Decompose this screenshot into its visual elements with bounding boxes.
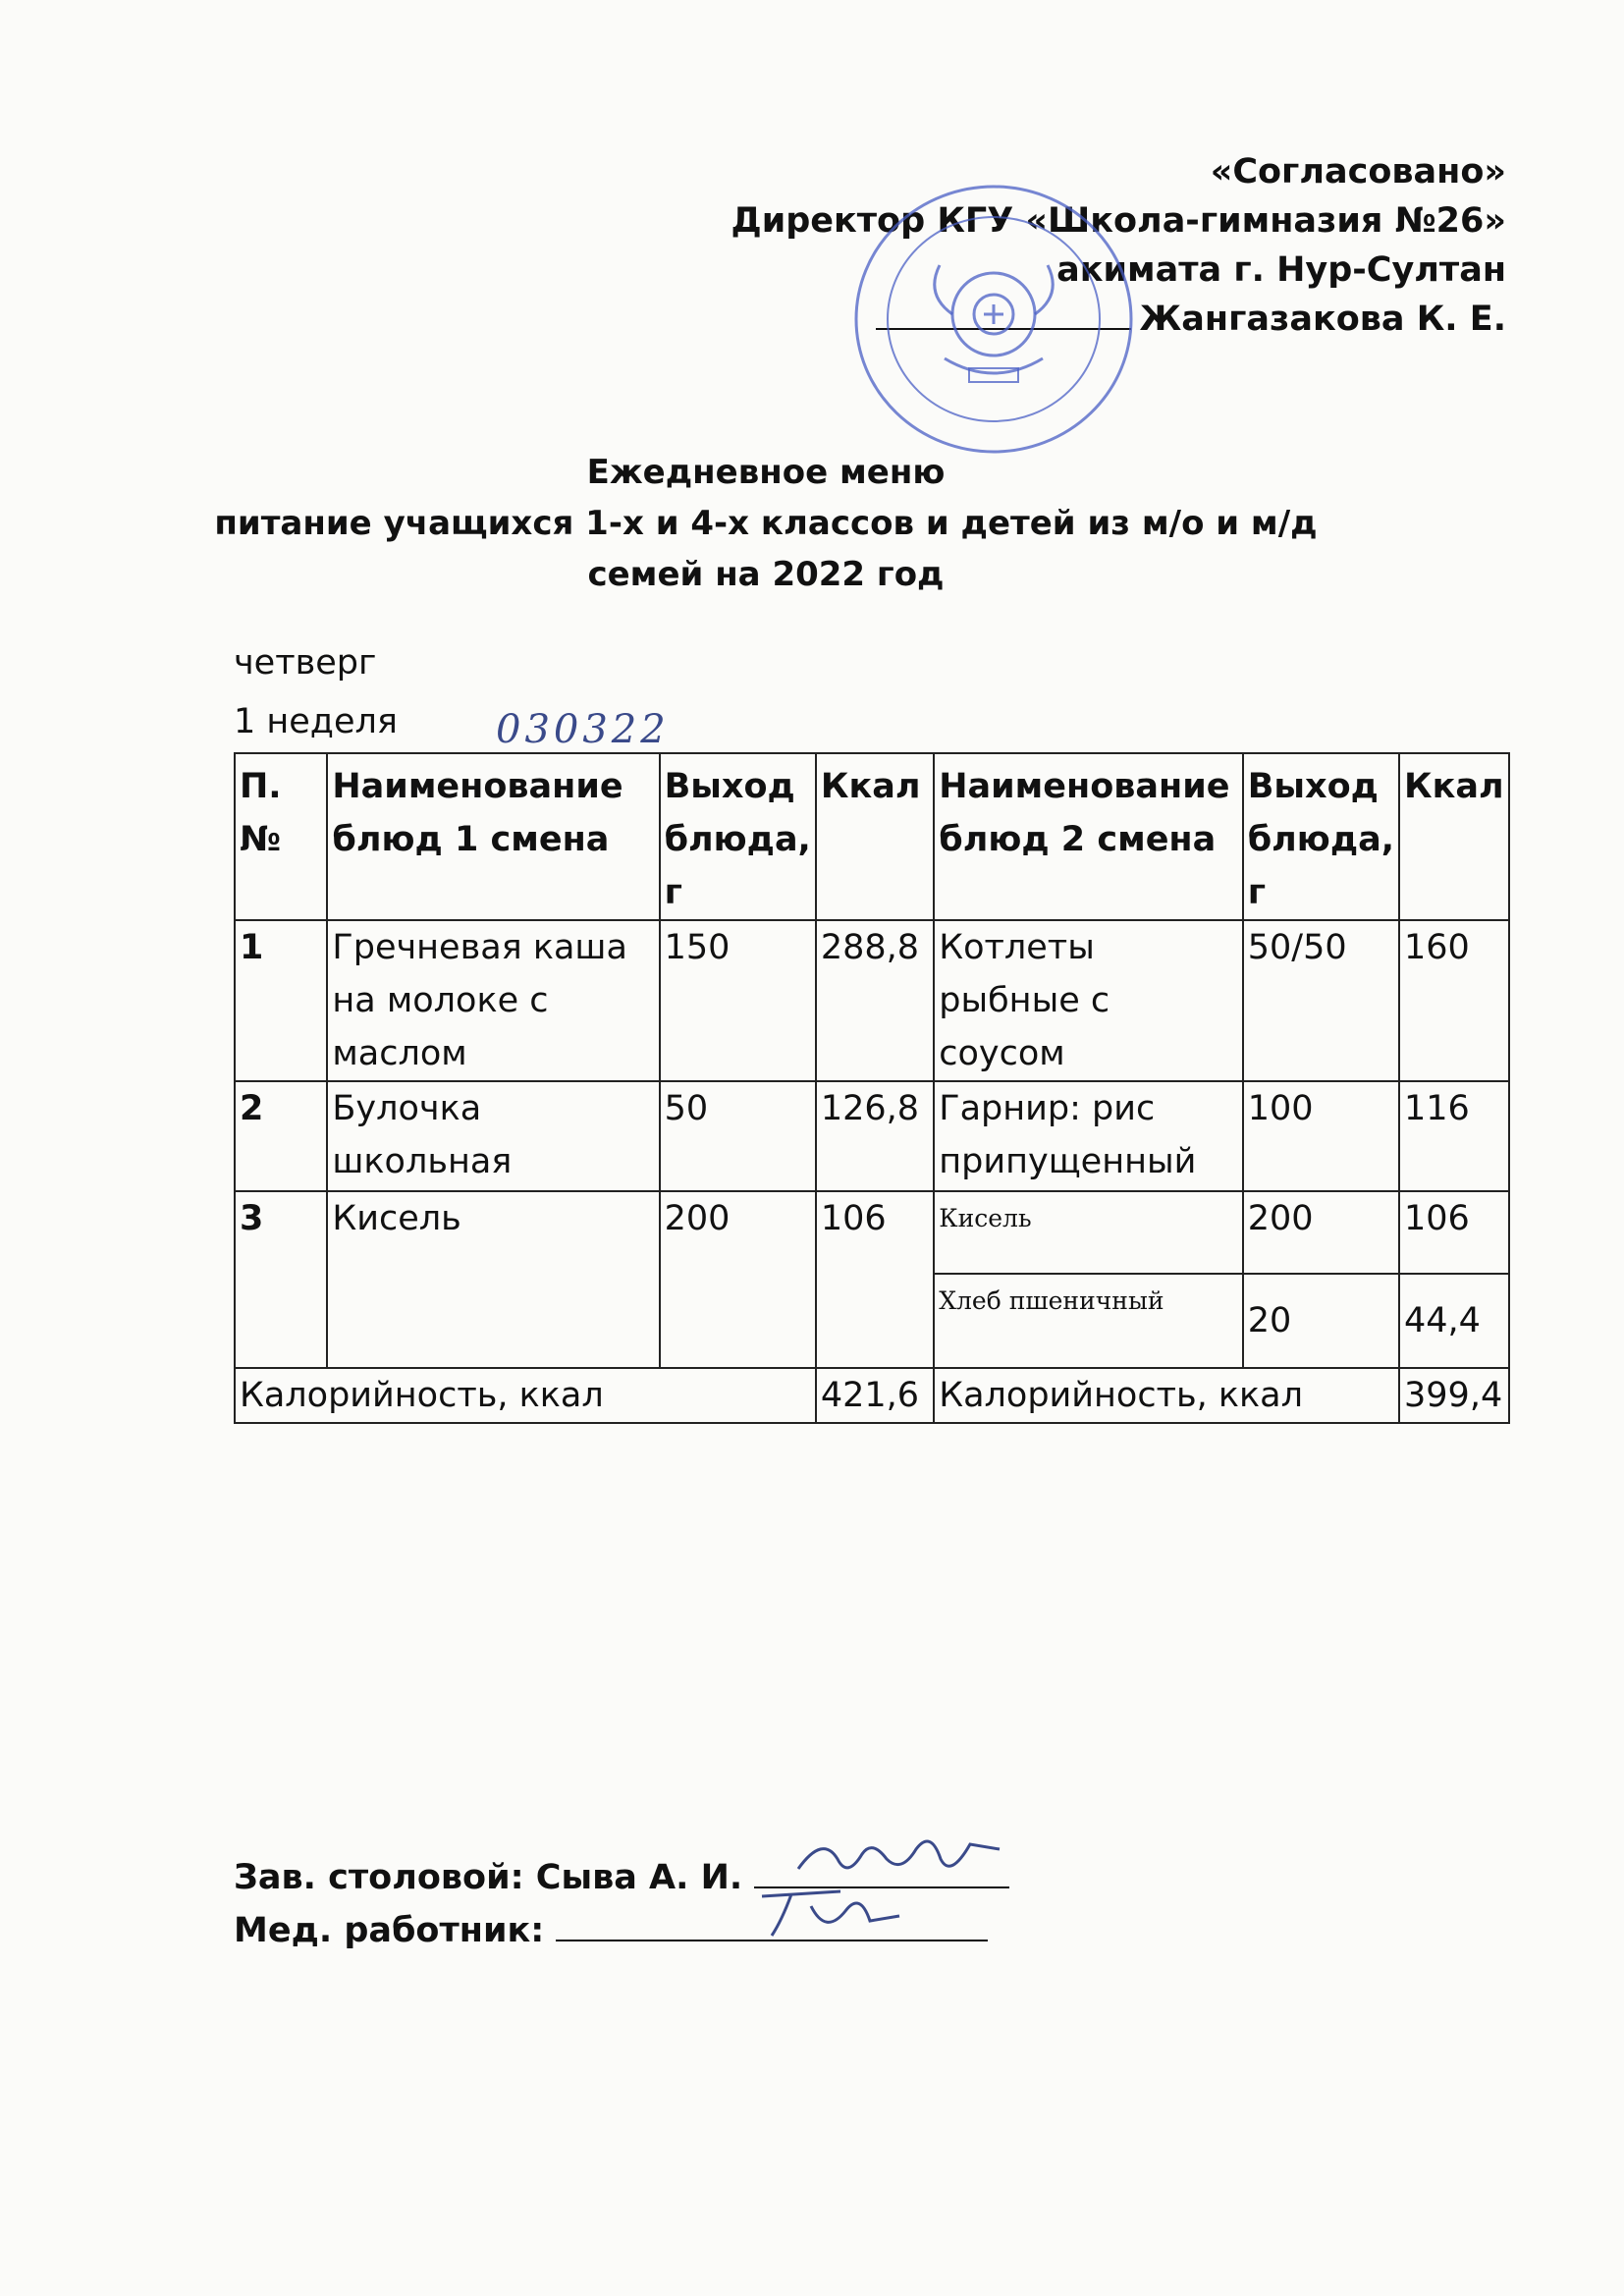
header-number: П.№: [235, 753, 327, 920]
title-line-2: питание учащихся 1-х и 4-х классов и детей из м/о и м/д: [214, 504, 1318, 543]
output-shift-1: 200: [660, 1191, 816, 1368]
header-output-1: Выход блюда, г: [660, 753, 816, 920]
dish-shift-1: Булочка школьная: [327, 1081, 659, 1191]
total-label-shift-1: Калорийность, ккал: [235, 1368, 816, 1423]
handwritten-date: 030322: [496, 707, 670, 752]
dish-shift-2: Котлеты рыбные с соусом: [934, 920, 1242, 1081]
row-number: 3: [235, 1191, 327, 1368]
kcal-shift-1: 288,8: [816, 920, 934, 1081]
approval-signer: Жангазакова К. Е.: [1139, 300, 1506, 339]
row-number: 1: [235, 920, 327, 1081]
dish-shift-2: Хлеб пшеничный: [934, 1274, 1242, 1368]
header-kcal-1: Ккал: [816, 753, 934, 920]
handwritten-signature-icon: [752, 1877, 909, 1945]
table-header-row: [235, 753, 1509, 920]
output-shift-2: 20: [1243, 1274, 1399, 1368]
document-title: [196, 447, 1335, 600]
medic-signature-line: [234, 1904, 1009, 1957]
footer-signatures: [234, 1851, 1009, 1957]
week-number: 1 неделя: [234, 702, 398, 741]
medic-label: Мед. работник:: [234, 1911, 545, 1950]
dish-shift-1: Гречневая каша на молоке с маслом: [327, 920, 659, 1081]
output-shift-2: 100: [1243, 1081, 1399, 1191]
total-kcal-shift-1: 421,6: [816, 1368, 934, 1423]
total-kcal-shift-2: 399,4: [1399, 1368, 1509, 1423]
kcal-shift-1: 106: [816, 1191, 934, 1368]
output-shift-2: 200: [1243, 1191, 1399, 1274]
kcal-shift-2: 44,4: [1399, 1274, 1509, 1368]
dish-shift-1: Кисель: [327, 1191, 659, 1368]
kcal-shift-2: 116: [1399, 1081, 1509, 1191]
school-seal-stamp: [846, 177, 1141, 462]
table-row: [235, 1081, 1509, 1191]
dish-shift-2: Кисель: [934, 1191, 1242, 1274]
day-of-week: четверг: [234, 643, 377, 683]
row-number: 2: [235, 1081, 327, 1191]
output-shift-2: 50/50: [1243, 920, 1399, 1081]
kcal-shift-2: 106: [1399, 1191, 1509, 1274]
output-shift-1: 50: [660, 1081, 816, 1191]
approval-akimat: акимата г. Нур-Султан: [1056, 250, 1506, 290]
dish-shift-2: Гарнир: рис припущенный: [934, 1081, 1242, 1191]
header-dish-shift-1: Наименование блюд 1 смена: [327, 753, 659, 920]
table-row: [235, 920, 1509, 1081]
approval-director: Директор КГУ «Школа-гимназия №26»: [731, 201, 1506, 241]
total-label-shift-2: Калорийность, ккал: [934, 1368, 1399, 1423]
title-line-1: Ежедневное меню: [586, 453, 946, 492]
approval-status: «Согласовано»: [1210, 152, 1506, 191]
table-row: [235, 1191, 1509, 1274]
header-dish-shift-2: Наименование блюд 2 смена: [934, 753, 1242, 920]
header-kcal-2: Ккал: [1399, 753, 1509, 920]
table-total-row: [235, 1368, 1509, 1423]
output-shift-1: 150: [660, 920, 816, 1081]
menu-table: [234, 752, 1510, 1424]
header-output-2: Выход блюда, г: [1243, 753, 1399, 920]
kcal-shift-2: 160: [1399, 920, 1509, 1081]
title-line-3: семей на 2022 год: [587, 555, 945, 594]
kcal-shift-1: 126,8: [816, 1081, 934, 1191]
canteen-head-label: Зав. столовой: Сыва А. И.: [234, 1858, 743, 1897]
medic-signature-blank: [556, 1904, 988, 1941]
